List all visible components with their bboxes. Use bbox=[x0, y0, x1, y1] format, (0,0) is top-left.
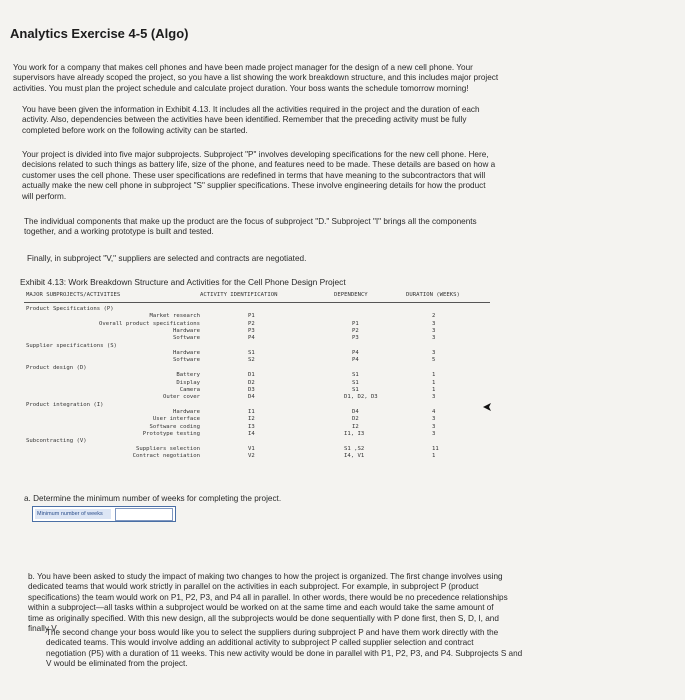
activity-duration: 4 bbox=[432, 408, 436, 415]
activity-id: D3 bbox=[248, 386, 255, 393]
activity-duration: 1 bbox=[432, 372, 436, 379]
intro-line: activities. You must plan the project schedule and calculate project duration. Your boss wants the schedule tomorrow morning! bbox=[13, 83, 469, 93]
activity-name: Hardware bbox=[173, 408, 200, 415]
exhibit-title: Exhibit 4.13: Work Breakdown Structure and Activities for the Cell Phone Design Project bbox=[20, 277, 346, 287]
activity-id: D4 bbox=[248, 394, 255, 401]
activity-dependency: P2 bbox=[352, 328, 359, 335]
activity-dependency: P4 bbox=[352, 357, 359, 364]
subprojects-paragraph bbox=[22, 150, 495, 202]
activity-id: I3 bbox=[248, 423, 255, 430]
activity-duration: 3 bbox=[432, 328, 436, 335]
activity-dependency: P4 bbox=[352, 350, 359, 357]
activity-id: P3 bbox=[248, 328, 255, 335]
activity-name: Contract negotiation bbox=[132, 453, 200, 459]
header-activities: MAJOR SUBPROJECTS/ACTIVITIES bbox=[26, 292, 121, 298]
activity-name: Prototype testing bbox=[142, 430, 200, 437]
question-b2-line: V would be eliminated from the project. bbox=[46, 659, 188, 669]
pointer-cursor-icon bbox=[482, 402, 492, 412]
question-b2-line: The second change your boss would like you to select the suppliers during subproject P and have them work directly with the bbox=[46, 628, 499, 637]
components-line: together, and a working prototype is built and tested. bbox=[24, 227, 214, 237]
question-b-line: b. You have been asked to study the impact of making two changes to how the project is organized. The first change involves using bbox=[28, 572, 503, 581]
activity-dependency: I1, I3 bbox=[344, 430, 365, 437]
activity-name: Software bbox=[173, 335, 200, 342]
activity-name: Battery bbox=[176, 372, 200, 379]
intro-line: You work for a company that makes cell phones and have been made project manager for the design of a new cell phone. Your bbox=[13, 63, 473, 72]
activity-dependency: I2 bbox=[352, 423, 359, 430]
activity-name: Overall product specifications bbox=[98, 320, 200, 327]
activity-id: I4 bbox=[248, 430, 255, 437]
activity-dependency: D4 bbox=[352, 408, 359, 415]
activity-name: Software bbox=[173, 357, 200, 364]
activity-dependency: S1 bbox=[352, 379, 359, 386]
activity-name: Outer cover bbox=[162, 394, 200, 401]
answer-label: Minimum number of weeks bbox=[35, 509, 111, 519]
question-b2-line: dedicated teams. This would involve adding an additional activity to subproject P called supplier selection and contract bbox=[46, 638, 474, 648]
subproject-heading: Product Specifications (P) bbox=[26, 306, 114, 312]
header-duration: DURATION (WEEKS) bbox=[406, 292, 460, 298]
header-activity-id: ACTIVITY IDENTIFICATION bbox=[200, 292, 278, 298]
header-dependency: DEPENDENCY bbox=[334, 292, 368, 298]
components-line: The individual components that make up the product are the focus of subproject "D." Subproject "I" brings all the components bbox=[24, 217, 477, 226]
components-paragraph bbox=[24, 217, 477, 238]
wbs-table bbox=[20, 292, 500, 462]
activity-id: V2 bbox=[248, 453, 255, 459]
question-b-paragraph bbox=[28, 572, 508, 634]
activity-name: Hardware bbox=[173, 350, 200, 357]
subprojects-line: Your project is divided into five major subprojects. Subproject "P" involves developing specifications for the new cell phone. Here, bbox=[22, 150, 489, 159]
subprojects-line: actually make the new cell phone in subproject "S" supplier specifications. These involve engineering details for how the product bbox=[22, 181, 486, 191]
activity-name: Camera bbox=[179, 386, 200, 393]
subproject-heading: Product integration (I) bbox=[26, 401, 104, 408]
activity-name: Suppliers selection bbox=[136, 445, 200, 452]
question-b-line: dedicated teams that would work strictly in parallel on the activities in each subproject. For example, in subproject P (product bbox=[28, 582, 479, 592]
activity-duration: 2 bbox=[432, 313, 436, 320]
activity-name: Market research bbox=[149, 313, 200, 320]
activity-id: V1 bbox=[248, 445, 255, 452]
question-b2-line: negotiation (P5) with a duration of 11 weeks. This new activity would be done in parallel with P1, P2, P3, and P4. Subprojects S and bbox=[46, 648, 523, 658]
activity-dependency: I4, V1 bbox=[344, 453, 365, 459]
activity-duration: 3 bbox=[432, 320, 436, 327]
info-line: You have been given the information in Exhibit 4.13. It includes all the activities required in the project and the duration of each bbox=[22, 105, 480, 114]
activity-dependency: S1 bbox=[352, 386, 359, 393]
subprojects-line: decisions related to such things as battery life, size of the phone, and features need to be made. These details are based on how a bbox=[22, 160, 496, 170]
activity-id: I1 bbox=[248, 408, 255, 415]
question-b-line: specifications) the team would work on P1, P2, P3, and P4 all in parallel. In other words, there would be no precedence relationships bbox=[28, 592, 508, 602]
activity-duration: 3 bbox=[432, 350, 436, 357]
info-line: completed before work on the following activity can be started. bbox=[22, 125, 248, 135]
activity-id: D2 bbox=[248, 379, 255, 386]
activity-duration: 3 bbox=[432, 416, 436, 423]
activity-id: S1 bbox=[248, 350, 255, 357]
activity-duration: 5 bbox=[432, 357, 436, 364]
activity-dependency: P3 bbox=[352, 335, 359, 342]
question-b2-paragraph bbox=[46, 628, 522, 670]
activity-dependency: S1 ,S2 bbox=[344, 445, 365, 452]
subprojects-line: will perform. bbox=[22, 191, 67, 201]
activity-name: Hardware bbox=[173, 328, 200, 335]
activity-id: I2 bbox=[248, 416, 255, 423]
activity-duration: 1 bbox=[432, 379, 436, 386]
activity-id: S2 bbox=[248, 357, 255, 364]
activity-duration: 3 bbox=[432, 335, 436, 342]
activity-duration: 3 bbox=[432, 423, 436, 430]
activity-id: P2 bbox=[248, 320, 255, 327]
activity-duration: 11 bbox=[432, 445, 439, 452]
header-divider bbox=[24, 302, 490, 303]
question-b-line: finally V. bbox=[28, 624, 59, 634]
activity-dependency: P1 bbox=[352, 320, 359, 327]
subproject-heading: Subcontracting (V) bbox=[26, 438, 87, 445]
info-line: activity. Also, dependencies between the activities have been identified. Remember that the preceding activity must be fully bbox=[22, 115, 467, 125]
finally-paragraph: Finally, in subproject "V," suppliers are selected and contracts are negotiated. bbox=[27, 254, 307, 263]
activity-id: P4 bbox=[248, 335, 255, 342]
activity-id: P1 bbox=[248, 313, 255, 320]
intro-line: supervisors have already scoped the project, so you have a list showing the work breakdown structure, and this includes major project bbox=[13, 73, 499, 83]
activity-duration: 3 bbox=[432, 430, 436, 437]
subproject-heading: Product design (D) bbox=[26, 364, 87, 371]
answer-row bbox=[32, 506, 176, 522]
page-title: Analytics Exercise 4-5 (Algo) bbox=[10, 26, 189, 41]
question-b-line: within a subproject—all tasks within a subproject would be worked on at the same time and each would take the same amount of bbox=[28, 603, 494, 613]
question-b-line: time as originally specified. With this new design, all the subprojects would be done sequentially with P done first, then S, D, I, and bbox=[28, 613, 499, 623]
intro-paragraph bbox=[13, 63, 498, 94]
question-a: a. Determine the minimum number of weeks for completing the project. bbox=[24, 494, 282, 504]
activity-duration: 1 bbox=[432, 453, 436, 459]
activity-id: D1 bbox=[248, 372, 255, 379]
activity-dependency: D1, D2, D3 bbox=[344, 394, 378, 401]
activity-name: Software coding bbox=[149, 423, 200, 430]
minimum-weeks-input[interactable] bbox=[115, 508, 173, 521]
activity-dependency: S1 bbox=[352, 372, 359, 379]
subproject-heading: Supplier specifications (S) bbox=[26, 342, 117, 349]
info-paragraph bbox=[22, 105, 480, 136]
activity-duration: 3 bbox=[432, 394, 436, 401]
activity-name: Display bbox=[176, 379, 200, 386]
activity-dependency: D2 bbox=[352, 416, 359, 423]
activity-name: User interface bbox=[152, 416, 200, 423]
subprojects-line: customer uses the cell phone. These user specifications are redefined in terms that have meaning to the subcontractors that will bbox=[22, 170, 486, 180]
activity-duration: 1 bbox=[432, 386, 436, 393]
